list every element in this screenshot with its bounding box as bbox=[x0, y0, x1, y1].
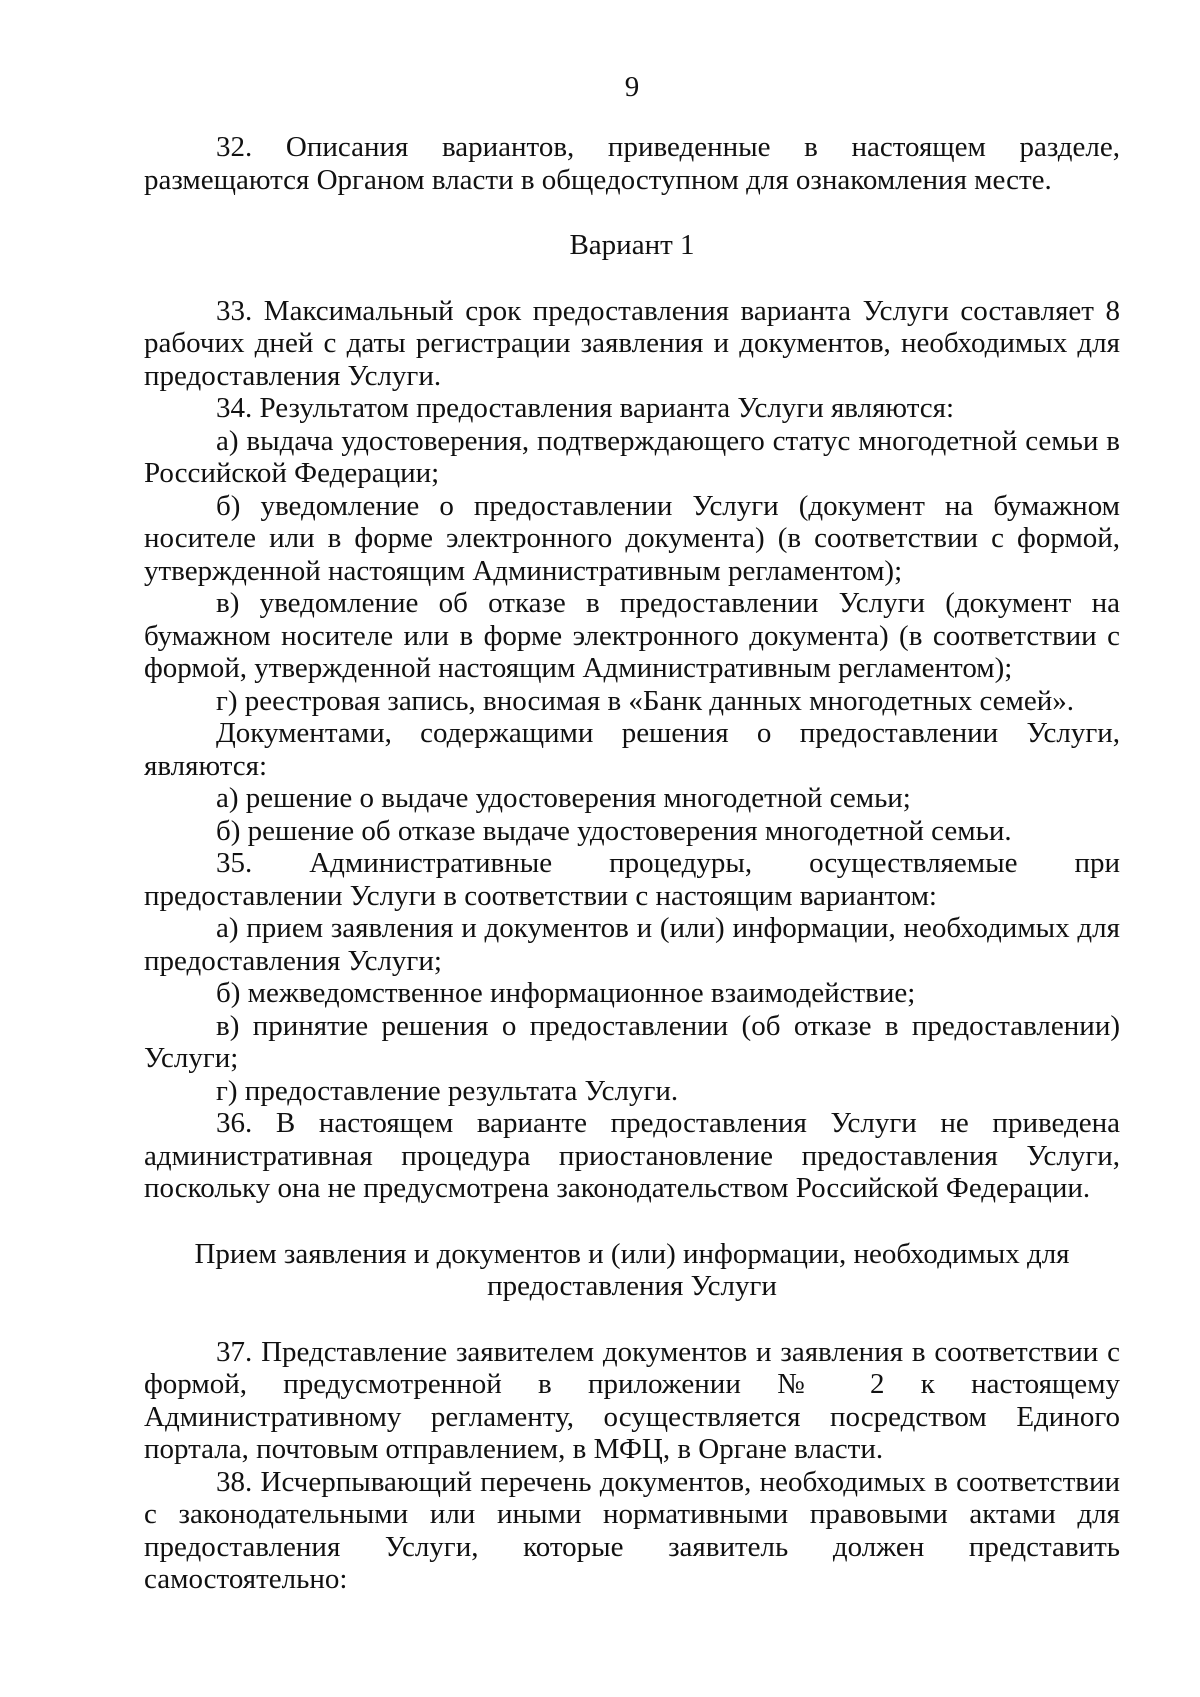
paragraph-34-v: в) уведомление об отказе в предоставлении Услуги (документ на бумажном носителе или в форме электронного документа) (в соответствии с формой, утвержденной настоящим Административным регламентом); bbox=[144, 587, 1120, 684]
paragraph-35-b: б) межведомственное информационное взаимодействие; bbox=[216, 977, 916, 1009]
paragraph-38: 38. Исчерпывающий перечень документов, необходимых в соответствии с законодательными или иными нормативными правовыми актами для предоставления Услуги, которые заявитель должен представить самостоятельно: bbox=[144, 1465, 1120, 1595]
section-heading-application-intake: Прием заявления и документов и (или) информации, необходимых для предоставления Услуги bbox=[194, 1237, 1070, 1302]
page-number: 9 bbox=[624, 71, 640, 103]
paragraph-33: 33. Максимальный срок предоставления варианта Услуги составляет 8 рабочих дней с даты регистрации заявления и документов, необходимых для предоставления Услуги. bbox=[144, 294, 1120, 392]
paragraph-34-b: б) уведомление о предоставлении Услуги (документ на бумажном носителе или в форме электронного документа) (в соответствии с формой, утвержденной настоящим Административным регламентом); bbox=[144, 489, 1120, 587]
paragraph-34-a: а) выдача удостоверения, подтверждающего статус многодетной семьи в Российской Федерации; bbox=[144, 424, 1120, 489]
paragraph-decisions-b: б) решение об отказе выдаче удостоверения многодетной семьи. bbox=[216, 814, 1012, 847]
paragraph-35-v: в) принятие решения о предоставлении (об отказе в предоставлении) Услуги; bbox=[144, 1009, 1120, 1074]
paragraph-35-a: а) прием заявления и документов и (или) информации, необходимых для предоставления Услуги; bbox=[144, 912, 1120, 977]
paragraph-34: 34. Результатом предоставления варианта Услуги являются: bbox=[216, 392, 954, 424]
paragraph-35: 35. Административные процедуры, осуществляемые при предоставлении Услуги в соответствии с настоящим вариантом: bbox=[144, 847, 1120, 912]
paragraph-decisions-intro: Документами, содержащими решения о предоставлении Услуги, являются: bbox=[144, 717, 1120, 782]
paragraph-37: 37. Представление заявителем документов и заявления в соответствии с формой, предусмотренной в приложении № 2 к настоящему Административному регламенту, осуществляется посредством Единого портала, почтовым отправлением, в МФЦ, в Органе власти. bbox=[144, 1335, 1120, 1465]
paragraph-32: 32. Описания вариантов, приведенные в настоящем разделе, размещаются Органом власти в общедоступном для ознакомления месте. bbox=[144, 131, 1120, 196]
paragraph-34-g: г) реестровая запись, вносимая в «Банк данных многодетных семей». bbox=[216, 684, 1075, 717]
paragraph-35-g: г) предоставление результата Услуги. bbox=[216, 1074, 679, 1107]
section-heading-variant-1: Вариант 1 bbox=[569, 229, 695, 261]
paragraph-decisions-a: а) решение о выдаче удостоверения многодетной семьи; bbox=[216, 782, 911, 814]
paragraph-36: 36. В настоящем варианте предоставления Услуги не приведена административная процедура приостановление предоставления Услуги, поскольку она не предусмотрена законодательством Российской Федерации. bbox=[144, 1107, 1120, 1204]
